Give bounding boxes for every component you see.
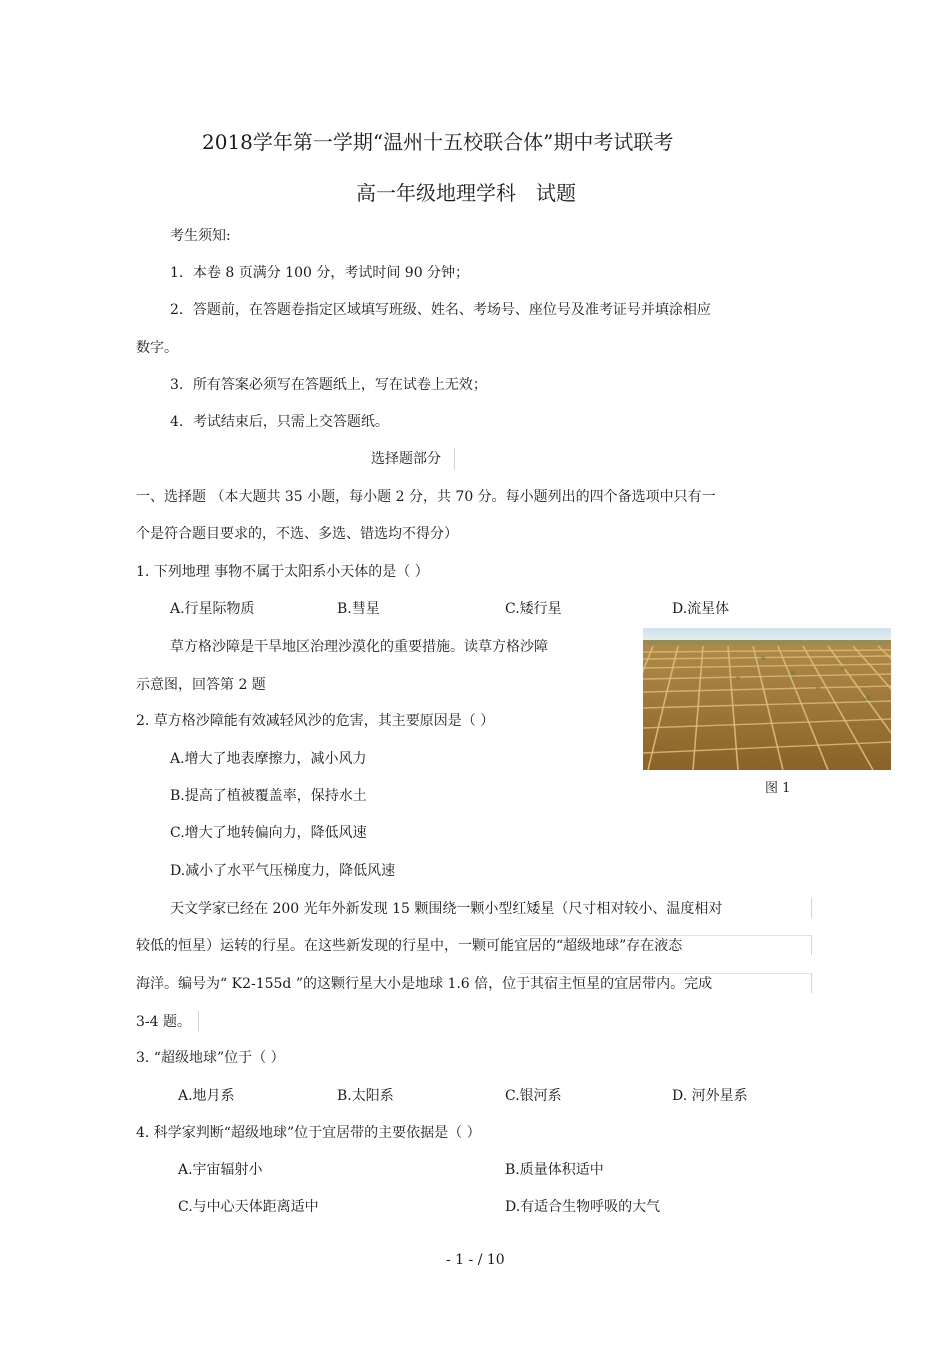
section-instruction-cont: 个是符合题目要求的，不选、多选、错选均不得分）	[136, 526, 458, 542]
question-3-stem: 3. “超级地球”位于（ ）	[136, 1050, 285, 1066]
question-2-option-a: A.增大了地表摩擦力，减小风力	[170, 751, 367, 767]
question-1-option-c: C.矮行星	[505, 601, 562, 617]
question-4-stem: 4. 科学家判断“超级地球”位于宜居带的主要依据是（ ）	[136, 1125, 481, 1141]
passage-2-text: 天文学家已经在 200 光年外新发现 15 颗围绕一颗小型红矮星（尺寸相对较小、温度相对	[170, 901, 723, 917]
question-1-option-d: D.流星体	[672, 601, 730, 617]
notice-item-2-cont: 数字。	[136, 340, 178, 356]
question-1-option-a: A.行星际物质	[170, 601, 255, 617]
passage-2-text-cont-1: 较低的恒星）运转的行星。在这些新发现的行星中，一颗可能宜居的“超级地球”存在液态	[136, 938, 683, 954]
scan-artifact-line	[811, 898, 812, 918]
question-2-option-c: C.增大了地转偏向力，降低风速	[170, 825, 367, 841]
notice-item-1: 1．本卷 8 页满分 100 分，考试时间 90 分钟；	[170, 265, 470, 281]
exam-title: 2018学年第一学期“温州十五校联合体”期中考试联考	[202, 130, 674, 154]
scan-artifact-line	[811, 973, 812, 993]
notice-item-3: 3．所有答案必须写在答题纸上，写在试卷上无效；	[170, 377, 487, 393]
section-instruction: 一、选择题 （本大题共 35 小题，每小题 2 分，共 70 分。每小题列出的四个备选项中只有一	[136, 489, 716, 505]
notice-heading: 考生须知:	[170, 228, 231, 244]
question-4-option-a: A.宇宙辐射小	[178, 1162, 263, 1178]
straw-checkerboard-photo	[643, 628, 891, 770]
question-3-option-c: C.银河系	[505, 1088, 562, 1104]
passage-1-text-cont: 示意图，回答第 2 题	[136, 677, 266, 693]
scan-artifact-line	[811, 935, 812, 955]
scan-artifact-line	[520, 935, 812, 936]
notice-item-4: 4．考试结束后，只需上交答题纸。	[170, 414, 389, 430]
notice-item-2: 2．答题前，在答题卷指定区域填写班级、姓名、考场号、座位号及准考证号并填涂相应	[170, 302, 711, 318]
page-number: - 1 - / 10	[446, 1252, 505, 1268]
question-4-option-c: C.与中心天体距离适中	[178, 1199, 319, 1215]
question-4-option-b: B.质量体积适中	[505, 1162, 604, 1178]
figure-caption: 图 1	[765, 781, 791, 796]
passage-2-text-cont-2: 海洋。编号为“ K2-155d ”的这颗行星大小是地球 1.6 倍，位于其宿主恒星的宜居带内。完成	[136, 976, 713, 992]
passage-1-text: 草方格沙障是干旱地区治理沙漠化的重要措施。读草方格沙障	[170, 639, 548, 655]
question-3-option-d: D. 河外星系	[672, 1088, 748, 1104]
question-4-option-d: D.有适合生物呼吸的大气	[505, 1199, 661, 1215]
scan-artifact-line	[198, 1011, 199, 1031]
section-title: 选择题部分	[371, 451, 441, 467]
question-3-option-a: A.地月系	[178, 1088, 235, 1104]
question-3-option-b: B.太阳系	[337, 1088, 394, 1104]
scan-artifact-line	[520, 973, 812, 974]
question-2-stem: 2. 草方格沙障能有效减轻风沙的危害，其主要原因是（ ）	[136, 713, 495, 729]
scan-artifact-line	[454, 448, 455, 470]
question-2-option-b: B.提高了植被覆盖率，保持水土	[170, 788, 367, 804]
exam-subtitle: 高一年级地理学科 试题	[356, 181, 576, 205]
passage-2-text-cont-3: 3-4 题。	[136, 1014, 191, 1030]
question-1-option-b: B.彗星	[337, 601, 380, 617]
question-2-option-d: D.减小了水平气压梯度力，降低风速	[170, 863, 396, 879]
question-1-stem: 1. 下列地理 事物不属于太阳系小天体的是（ ）	[136, 564, 429, 580]
